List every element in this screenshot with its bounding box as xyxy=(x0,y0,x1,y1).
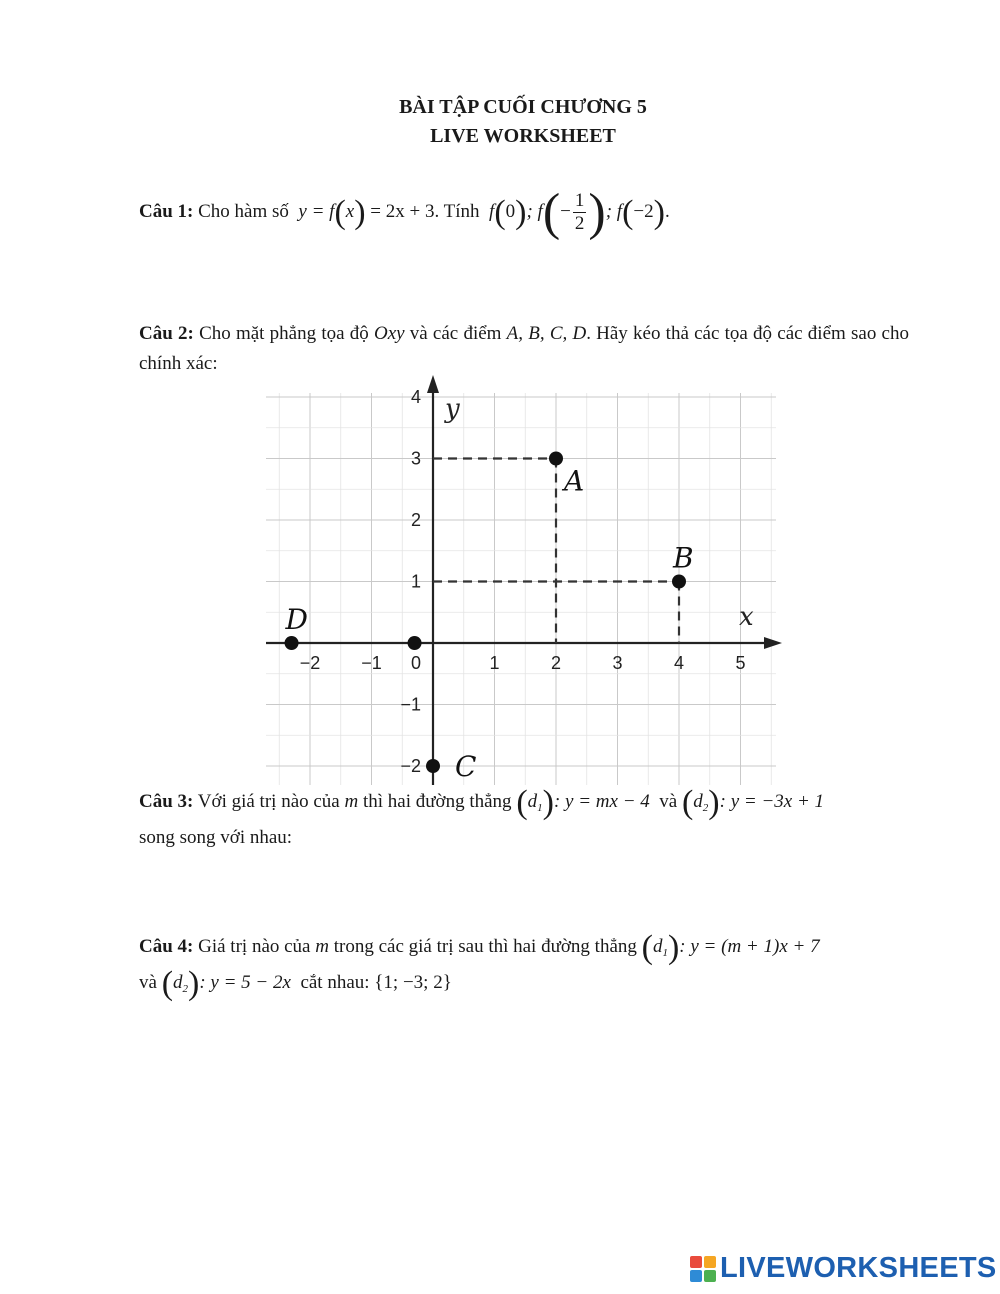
x-tick-label: 0 xyxy=(410,653,422,673)
coordinate-plane xyxy=(264,375,784,785)
question-3: Câu 3: Với giá trị nào của m thì hai đường thẳng $(d_1)$: y = mx − 4 và $(d_2)$: y = −3x + 1 song song với nhau: xyxy=(139,784,825,848)
point-label: A xyxy=(564,464,585,498)
question-label: Câu 1: xyxy=(139,200,194,222)
x-tick-label: 3 xyxy=(612,653,623,673)
fraction-one-half: $\frac{1}{2}$ xyxy=(574,190,585,234)
question-label: Câu 3: xyxy=(139,791,194,812)
x-tick-label: 2 xyxy=(550,653,562,673)
y-tick-label: 4 xyxy=(410,387,421,407)
question-2: Câu 2: Cho mặt phẳng tọa độ Oxy và các điểm A, B, C, D. Hãy kéo thả các tọa độ các điểm sao cho chính xác: xyxy=(139,323,909,374)
y-axis-label: y xyxy=(445,394,460,424)
x-tick-label: 4 xyxy=(673,653,685,673)
worksheet-title: BÀI TẬP CUỐI CHƯƠNG 5 xyxy=(399,96,647,118)
point-label: D xyxy=(285,603,309,636)
logo-icon xyxy=(690,1256,716,1282)
point-A xyxy=(549,452,563,466)
y-tick-label: 3 xyxy=(410,448,421,469)
worksheet-subtitle: LIVE WORKSHEET xyxy=(430,125,616,147)
point-label: C xyxy=(455,750,477,783)
point-D xyxy=(285,636,299,650)
y-tick-label: −2 xyxy=(400,756,421,776)
liveworksheets-logo: LIVEWORKSHEETS xyxy=(690,1252,997,1285)
x-axis-label: x xyxy=(739,602,754,632)
y-tick-label: −1 xyxy=(400,694,421,715)
point-B xyxy=(672,575,686,589)
point-C xyxy=(426,759,440,773)
question-1: Câu 1: Cho hàm số y = f(x) = 2x + 3. Tính f(0); f(− $\frac{1}{2}$ ); f(−2). xyxy=(139,183,670,241)
x-tick-label: −1 xyxy=(361,653,382,673)
point-label: B xyxy=(673,541,694,575)
x-tick-label: 5 xyxy=(735,653,746,673)
x-axis-arrow xyxy=(764,637,782,649)
y-tick-label: 1 xyxy=(410,571,421,592)
x-tick-label: 1 xyxy=(489,653,500,673)
point-origin-marker xyxy=(408,636,422,650)
question-4: Câu 4: Giá trị nào của m trong các giá trị sau thì hai đường thẳng $(d_1)$: y = (m + 1)x + 7 và $(d_2)$: y = 5 − 2x cắt nhau: {1; −3; 2} xyxy=(139,929,820,1002)
x-tick-label: −2 xyxy=(299,653,321,673)
y-tick-label: 2 xyxy=(410,510,421,530)
question-label: Câu 2: xyxy=(139,323,194,344)
question-label: Câu 4: xyxy=(139,936,194,957)
answer-set: {1; −3; 2} xyxy=(374,972,452,993)
y-axis-arrow xyxy=(427,375,439,393)
